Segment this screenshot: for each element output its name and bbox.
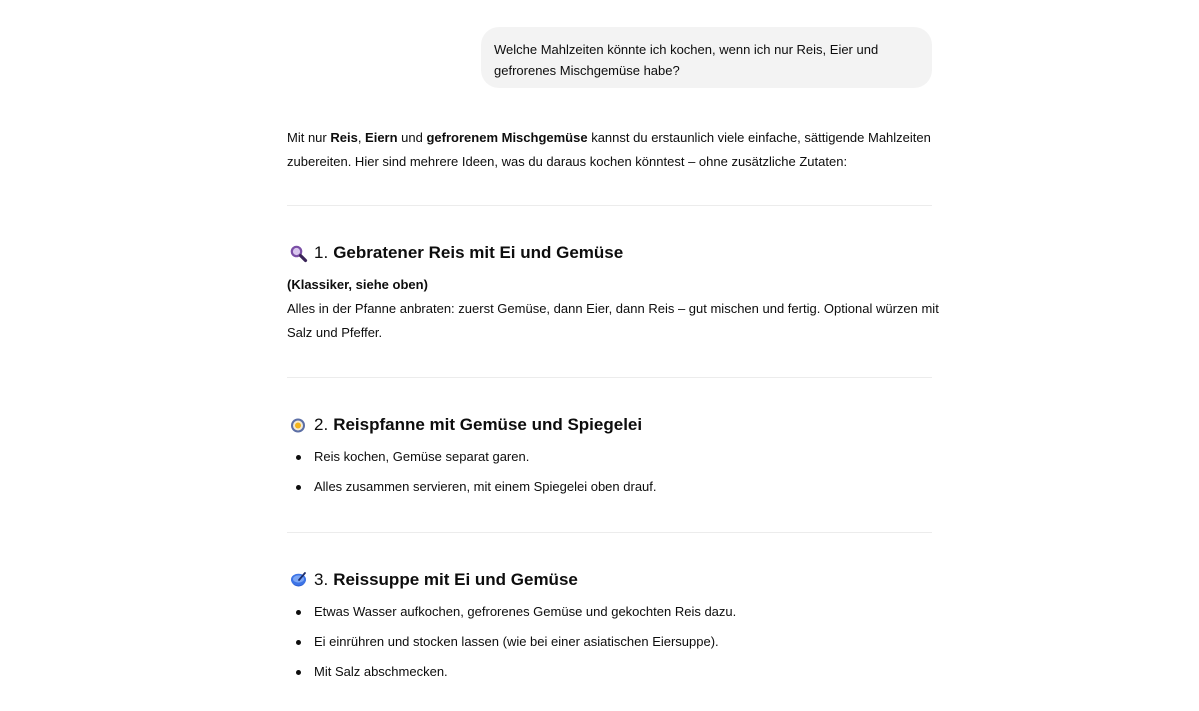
section-heading-3 <box>289 568 578 592</box>
soup-bowl-icon <box>289 571 308 590</box>
intro-text: und <box>397 130 427 145</box>
bullet-dot <box>296 610 301 615</box>
section-heading-2 <box>289 413 642 437</box>
bullet-dot <box>296 455 301 460</box>
intro-text: kannst du erstaunlich viele einfache, sättigende Mahlzeiten zubereiten. Hier sind mehrere Ideen, was du daraus kochen könntest – ohne zusätzliche Zutaten: <box>287 130 931 169</box>
intro-bold: gefrorenem Mischgemüse <box>426 130 588 145</box>
intro-text: , <box>357 130 366 145</box>
list-item-text: Reis kochen, Gemüse separat garen. <box>314 449 530 464</box>
section-number: 1. <box>314 243 329 262</box>
list-item-text: Ei einrühren und stocken lassen (wie bei einer asiatischen Eiersuppe). <box>314 634 719 649</box>
section-divider <box>287 205 932 206</box>
fried-egg-pan-icon <box>289 416 308 435</box>
section-number: 2. <box>314 415 329 434</box>
intro-bold: Eiern <box>365 130 398 145</box>
section-divider <box>287 377 932 378</box>
section-number: 3. <box>314 570 329 589</box>
list-item <box>287 632 736 662</box>
intro-bold: Reis <box>330 130 358 145</box>
list-item <box>287 447 657 477</box>
list-item-text: Mit Salz abschmecken. <box>314 664 448 679</box>
section-title: Reissuppe mit Ei und Gemüse <box>333 570 578 589</box>
user-message-bubble <box>481 27 932 88</box>
user-message-line: Welche Mahlzeiten könnte ich kochen, wenn ich nur Reis, Eier und <box>494 42 879 57</box>
section-subheading: (Klassiker, siehe oben) <box>287 277 428 292</box>
list-item <box>287 602 736 632</box>
intro-text: Mit nur <box>287 130 331 145</box>
section-paragraph: Alles in der Pfanne anbraten: zuerst Gemüse, dann Eier, dann Reis – gut mischen und fertig. Optional würzen mit Salz und Pfeffer. <box>287 301 939 340</box>
bullet-list <box>287 602 736 692</box>
assistant-intro <box>287 126 947 174</box>
list-item-text: Alles zusammen servieren, mit einem Spiegelei oben drauf. <box>314 479 657 494</box>
bullet-dot <box>296 670 301 675</box>
user-message-line: gefrorenes Mischgemüse habe? <box>494 63 680 78</box>
bullet-dot <box>296 485 301 490</box>
section-divider <box>287 532 932 533</box>
section-title: Reispfanne mit Gemüse und Spiegelei <box>333 415 643 434</box>
list-item-text: Etwas Wasser aufkochen, gefrorenes Gemüse und gekochten Reis dazu. <box>314 604 737 619</box>
list-item <box>287 477 657 507</box>
section-title: Gebratener Reis mit Ei und Gemüse <box>333 243 624 262</box>
bullet-list <box>287 447 657 507</box>
section-heading-1 <box>289 241 623 265</box>
magnifying-glass-icon <box>289 244 308 263</box>
bullet-dot <box>296 640 301 645</box>
list-item <box>287 662 736 692</box>
